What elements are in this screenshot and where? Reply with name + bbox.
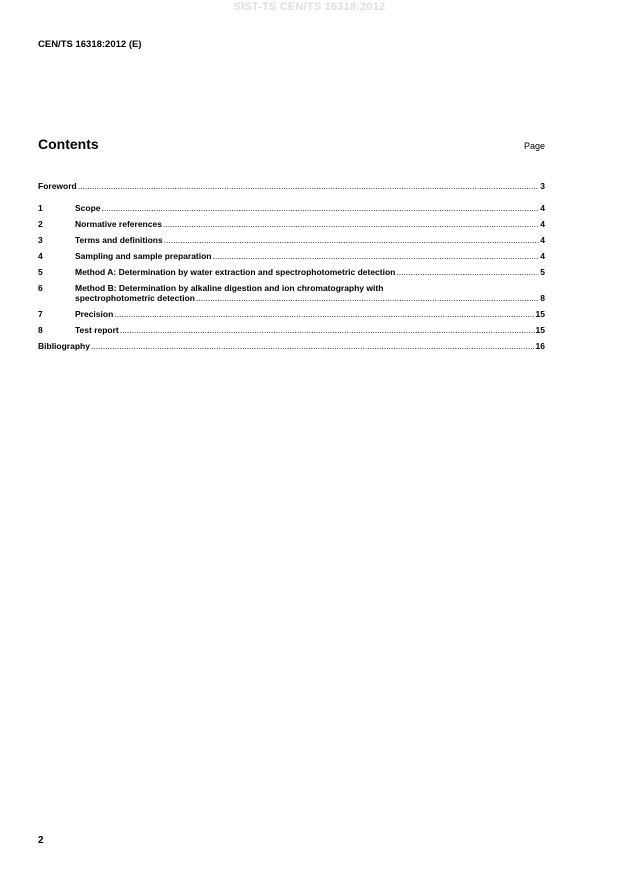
toc-entry-title: Precision [75,309,114,319]
toc-entry-number: 7 [38,309,43,319]
toc-entry[interactable] [38,235,545,245]
toc-leader-dots [102,203,540,213]
toc-entry-page: 16 [535,341,545,351]
toc-entry-page: 4 [540,235,545,245]
toc-entry-number: 5 [38,267,43,277]
toc-leader-dots [91,341,535,351]
toc-entry-page: 15 [535,309,545,319]
toc-entry-number: 2 [38,219,43,229]
toc-leader-dots [164,235,540,245]
toc-entry[interactable] [38,181,545,191]
toc-leader-dots [163,219,539,229]
toc-leader-dots [396,267,539,277]
toc-entry-page: 4 [540,251,545,261]
document-identifier: CEN/TS 16318:2012 (E) [38,39,142,50]
toc-entry-title: Terms and definitions [75,235,163,245]
toc-entry[interactable] [38,341,545,351]
toc-entry-title: Foreword [38,181,77,191]
toc-entry[interactable] [38,283,545,303]
toc-entry-title: Test report [75,325,119,335]
page-title: Contents [38,136,99,152]
toc-entry-title: Method A: Determination by water extraction and spectrophotometric detection [75,267,396,277]
toc-leader-dots [120,325,535,335]
toc-entry-title: spectrophotometric detection [75,293,195,303]
toc-entry-title: Normative references [75,219,162,229]
toc-entry[interactable] [38,203,545,213]
toc-entry-number: 1 [38,203,43,213]
toc-entry-page: 8 [540,293,545,303]
toc-entry-page: 4 [540,203,545,213]
toc-leader-dots [196,293,539,303]
toc-entry-number: 4 [38,251,43,261]
watermark-text: SIST-TS CEN/TS 16318:2012 [233,1,386,13]
toc-entry[interactable] [38,267,545,277]
table-of-contents [38,175,545,351]
toc-entry-title: Method B: Determination by alkaline digestion and ion chromatography with [75,283,384,293]
toc-entry-page: 5 [540,267,545,277]
toc-entry[interactable] [38,251,545,261]
toc-entry-title: Sampling and sample preparation [75,251,212,261]
toc-entry-number: 3 [38,235,43,245]
toc-leader-dots [78,181,540,191]
toc-entry-page: 3 [540,181,545,191]
toc-entry-number: 6 [38,283,43,293]
toc-entry-title: Bibliography [38,341,90,351]
toc-entry[interactable] [38,309,545,319]
toc-leader-dots [114,309,534,319]
toc-entry-page: 4 [540,219,545,229]
page-number: 2 [38,835,44,846]
toc-entry-title: Scope [75,203,101,213]
toc-leader-dots [213,251,540,261]
toc-entry-number: 8 [38,325,43,335]
page-column-label: Page [523,141,545,151]
toc-entry-page: 15 [535,325,545,335]
toc-entry[interactable] [38,219,545,229]
toc-entry[interactable] [38,325,545,335]
